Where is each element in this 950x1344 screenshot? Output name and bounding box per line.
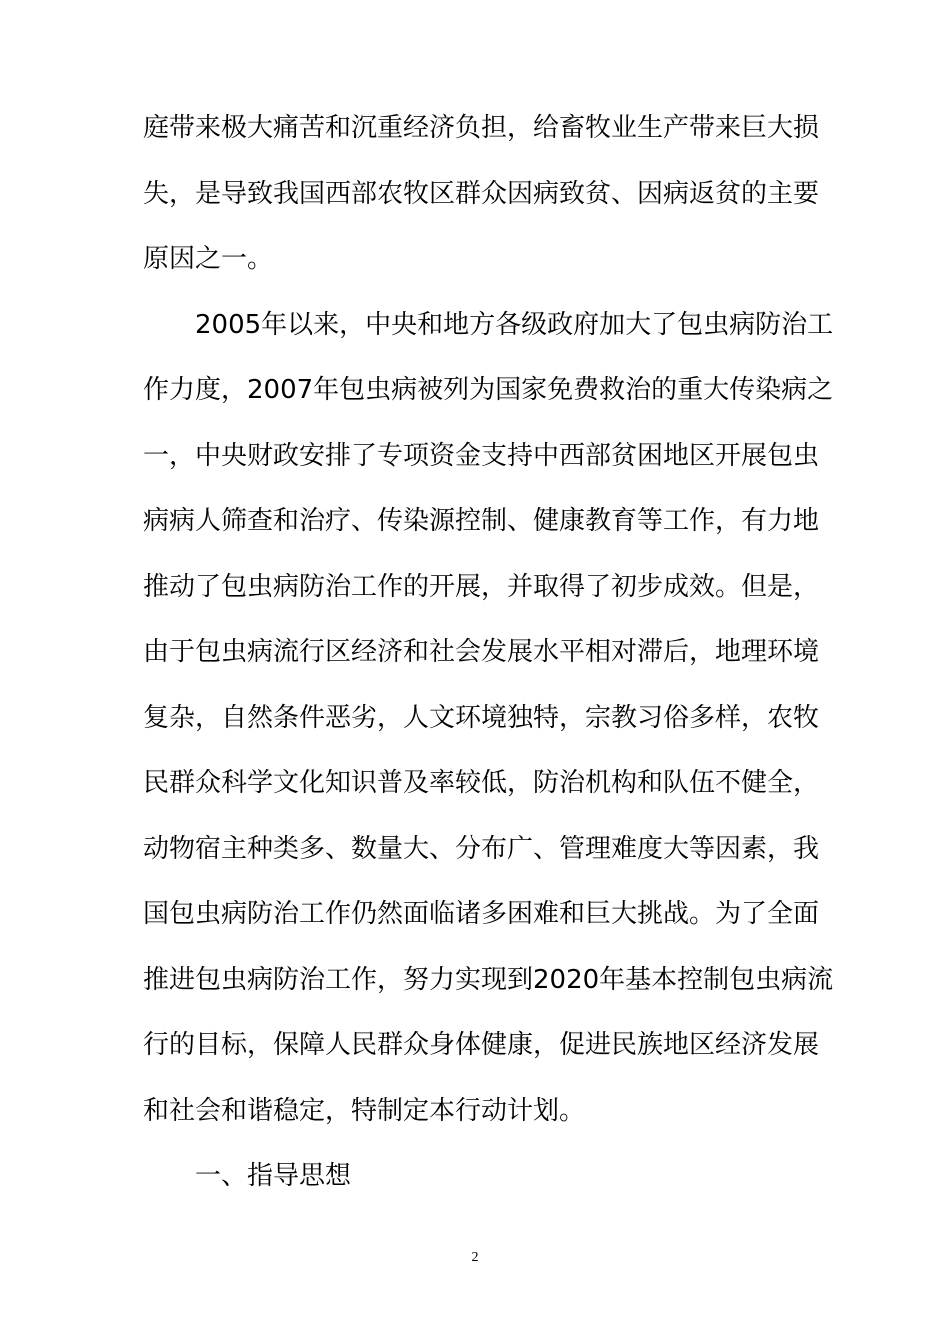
- section-heading: 一、指导思想: [195, 1161, 352, 1191]
- body-line: 行的目标，保障人民群众身体健康，促进民族地区经济发展: [143, 1030, 820, 1060]
- body-line: 原因之一。: [143, 244, 274, 274]
- body-line: 推进包虫病防治工作，努力实现到2020年基本控制包虫病流: [143, 964, 834, 995]
- body-line: 由于包虫病流行区经济和社会发展水平相对滞后，地理环境: [143, 637, 820, 667]
- body-line: 国包虫病防治工作仍然面临诸多困难和巨大挑战。为了全面: [143, 899, 820, 929]
- body-line: 庭带来极大痛苦和沉重经济负担，给畜牧业生产带来巨大损: [143, 113, 820, 143]
- body-line: 作力度，2007年包虫病被列为国家免费救治的重大传染病之: [143, 375, 834, 405]
- body-line: 2005年以来，中央和地方各级政府加大了包虫病防治工: [195, 309, 834, 340]
- body-line: 和社会和谐稳定，特制定本行动计划。: [143, 1095, 586, 1126]
- body-line: 推动了包虫病防治工作的开展，并取得了初步成效。但是，: [143, 571, 820, 602]
- body-line: 病病人筛查和治疗、传染源控制、健康教育等工作，有力地: [143, 506, 820, 536]
- body-line: 民群众科学文化知识普及率较低，防治机构和队伍不健全，: [143, 768, 820, 798]
- body-line: 一，中央财政安排了专项资金支持中西部贫困地区开展包虫: [143, 440, 820, 471]
- document-body: [143, 96, 834, 1210]
- page-number: 2: [471, 1250, 479, 1265]
- body-line: 复杂，自然条件恶劣，人文环境独特，宗教习俗多样，农牧: [143, 702, 820, 733]
- body-line: 失，是导致我国西部农牧区群众因病致贫、因病返贫的主要: [143, 178, 820, 209]
- body-line: 动物宿主种类多、数量大、分布广、管理难度大等因素，我: [143, 833, 820, 864]
